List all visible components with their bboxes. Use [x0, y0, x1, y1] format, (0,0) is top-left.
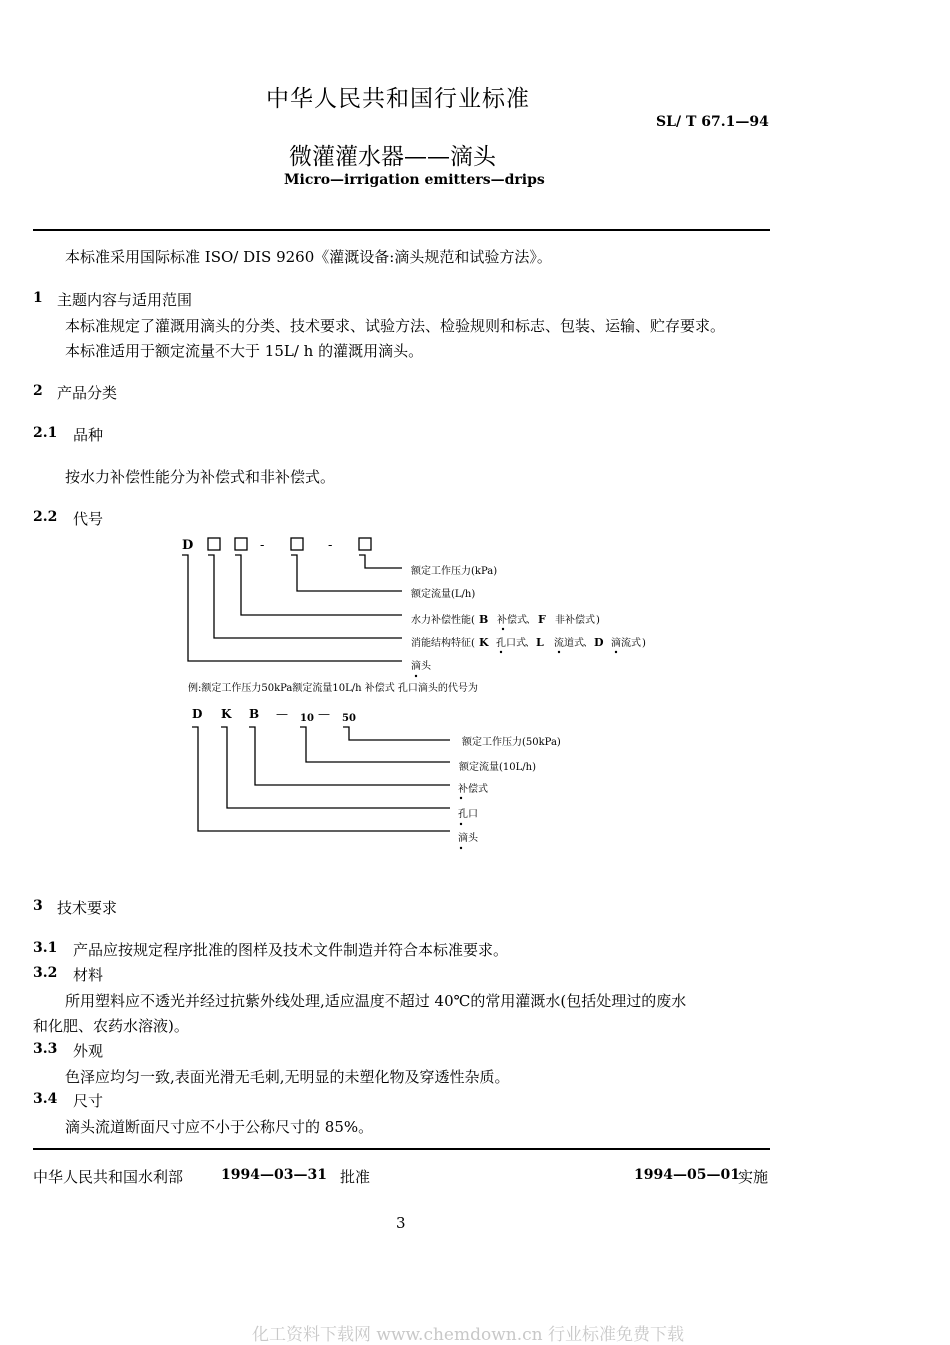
- example-code-dash-1: —: [276, 707, 288, 721]
- code-diagram: [170, 528, 670, 858]
- section-1-paragraph-2: 本标准适用于额定流量不大于 15L/ h 的灌溉用滴头。: [65, 342, 424, 360]
- section-3-3-number: 3.3: [33, 1041, 58, 1057]
- label-structure-d-text: 滴流式: [611, 638, 641, 649]
- intro-paragraph: 本标准采用国际标准 ISO/ DIS 9260《灌溉设备:滴头规范和试验方法》。: [65, 248, 552, 266]
- section-2-number: 2: [33, 383, 43, 399]
- example-code-pressure: 50: [342, 713, 356, 724]
- label-flow: 额定流量(L/h): [411, 589, 476, 600]
- section-3-1-text: 产品应按规定程序批准的图样及技术文件制造并符合本标准要求。: [73, 941, 509, 959]
- section-3-4-number: 3.4: [33, 1091, 58, 1107]
- label-structure-d: D: [594, 636, 604, 649]
- section-3-2-title: 材料: [73, 966, 104, 984]
- approve-date: 1994—03—31: [221, 1167, 327, 1183]
- document-title-english: Micro—irrigation emitters—drips: [284, 172, 545, 188]
- label-pressure: 额定工作压力(kPa): [411, 566, 498, 577]
- example-label-pressure: 额定工作压力(50kPa): [462, 737, 561, 748]
- label-compensation-f: F: [538, 613, 546, 626]
- effective-date: 1994—05—01: [634, 1167, 740, 1183]
- section-2-1-number: 2.1: [33, 425, 58, 441]
- example-leader-pressure: [343, 727, 450, 740]
- bottom-rule: [33, 1148, 770, 1150]
- label-structure-close: ): [642, 638, 646, 649]
- page-number: 3: [396, 1214, 406, 1232]
- section-3-2-number: 3.2: [33, 965, 58, 981]
- code-box-flow: [291, 538, 303, 550]
- label-structure-k: K: [479, 636, 489, 649]
- label-structure-l: L: [536, 636, 544, 649]
- section-2-title: 产品分类: [57, 384, 118, 402]
- example-code-dash-2: —: [318, 707, 330, 721]
- code-box-pressure: [359, 538, 371, 550]
- example-leader-flow: [300, 727, 450, 762]
- section-3-title: 技术要求: [57, 899, 118, 917]
- example-label-flow: 额定流量(10L/h): [459, 762, 536, 773]
- section-1-paragraph-1: 本标准规定了灌溉用滴头的分类、技术要求、试验方法、检验规则和标志、包装、运输、贮存要求。: [65, 317, 726, 335]
- example-caption: 例:额定工作压力50kPa额定流量10L/h 补偿式 孔口滴头的代号为: [188, 683, 478, 694]
- code-box-compensation: [235, 538, 247, 550]
- section-3-1-number: 3.1: [33, 940, 58, 956]
- approve-label: 批准: [340, 1168, 371, 1186]
- example-code-flow: 10: [300, 713, 314, 724]
- section-3-4-title: 尺寸: [73, 1092, 104, 1110]
- code-letter-d: D: [182, 538, 194, 553]
- label-structure-sep2: 、: [583, 638, 593, 649]
- leader-drip: [182, 555, 402, 661]
- label-drip: 滴头: [411, 661, 431, 672]
- section-3-number: 3: [33, 898, 43, 914]
- label-structure-l-text: 流道式: [554, 638, 584, 649]
- label-compensation-prefix: 水力补偿性能(: [411, 615, 475, 626]
- example-code-d: D: [192, 707, 203, 721]
- code-box-structure: [208, 538, 220, 550]
- section-1-title: 主题内容与适用范围: [57, 291, 193, 309]
- watermark: 化工资料下载网 www.chemdown.cn 行业标准免费下载: [252, 1325, 684, 1345]
- code-dash-1: -: [260, 538, 265, 553]
- label-compensation-close: ): [596, 615, 600, 626]
- example-label-comp: 补偿式: [458, 784, 488, 795]
- issuer: 中华人民共和国水利部: [33, 1168, 184, 1186]
- example-label-drip: 滴头: [458, 833, 478, 844]
- example-code-b: B: [249, 707, 260, 721]
- label-compensation-f-text: 非补偿式: [555, 615, 595, 626]
- section-2-1-paragraph: 按水力补偿性能分为补偿式和非补偿式。: [65, 468, 336, 486]
- example-label-orifice: 孔口: [458, 809, 478, 820]
- example-leader-drip: [192, 727, 450, 831]
- example-code-k: K: [221, 707, 232, 721]
- label-structure-prefix: 消能结构特征(: [411, 638, 475, 649]
- top-rule: [33, 229, 770, 231]
- section-1-number: 1: [33, 290, 43, 306]
- label-structure-sep1: 、: [525, 638, 535, 649]
- section-3-2-paragraph-line-2: 和化肥、农药水溶液)。: [33, 1017, 189, 1035]
- effective-label: 实施: [738, 1168, 769, 1186]
- label-compensation-sep: 、: [526, 615, 536, 626]
- standard-code: SL/ T 67.1—94: [656, 114, 769, 130]
- label-compensation-b-text: 补偿式: [497, 615, 527, 626]
- code-dash-2: -: [328, 538, 333, 553]
- section-3-4-paragraph: 滴头流道断面尺寸应不小于公称尺寸的 85%。: [65, 1118, 374, 1136]
- label-structure-k-text: 孔口式: [496, 638, 526, 649]
- section-2-1-title: 品种: [73, 426, 104, 444]
- section-3-3-paragraph: 色泽应均匀一致,表面光滑无毛刺,无明显的未塑化物及穿透性杂质。: [65, 1068, 510, 1086]
- section-2-2-title: 代号: [73, 510, 104, 528]
- section-3-3-title: 外观: [73, 1042, 104, 1060]
- leader-flow: [291, 555, 402, 591]
- label-compensation-b: B: [479, 613, 489, 626]
- section-3-2-paragraph-line-1: 所用塑料应不透光并经过抗紫外线处理,适应温度不超过 40℃的常用灌溉水(包括处理过的废水: [65, 992, 687, 1010]
- org-title: 中华人民共和国行业标准: [266, 86, 530, 112]
- document-title: 微灌灌水器——滴头: [289, 144, 496, 170]
- leader-pressure: [359, 555, 402, 568]
- leader-compensation: [235, 555, 402, 615]
- section-2-2-number: 2.2: [33, 509, 58, 525]
